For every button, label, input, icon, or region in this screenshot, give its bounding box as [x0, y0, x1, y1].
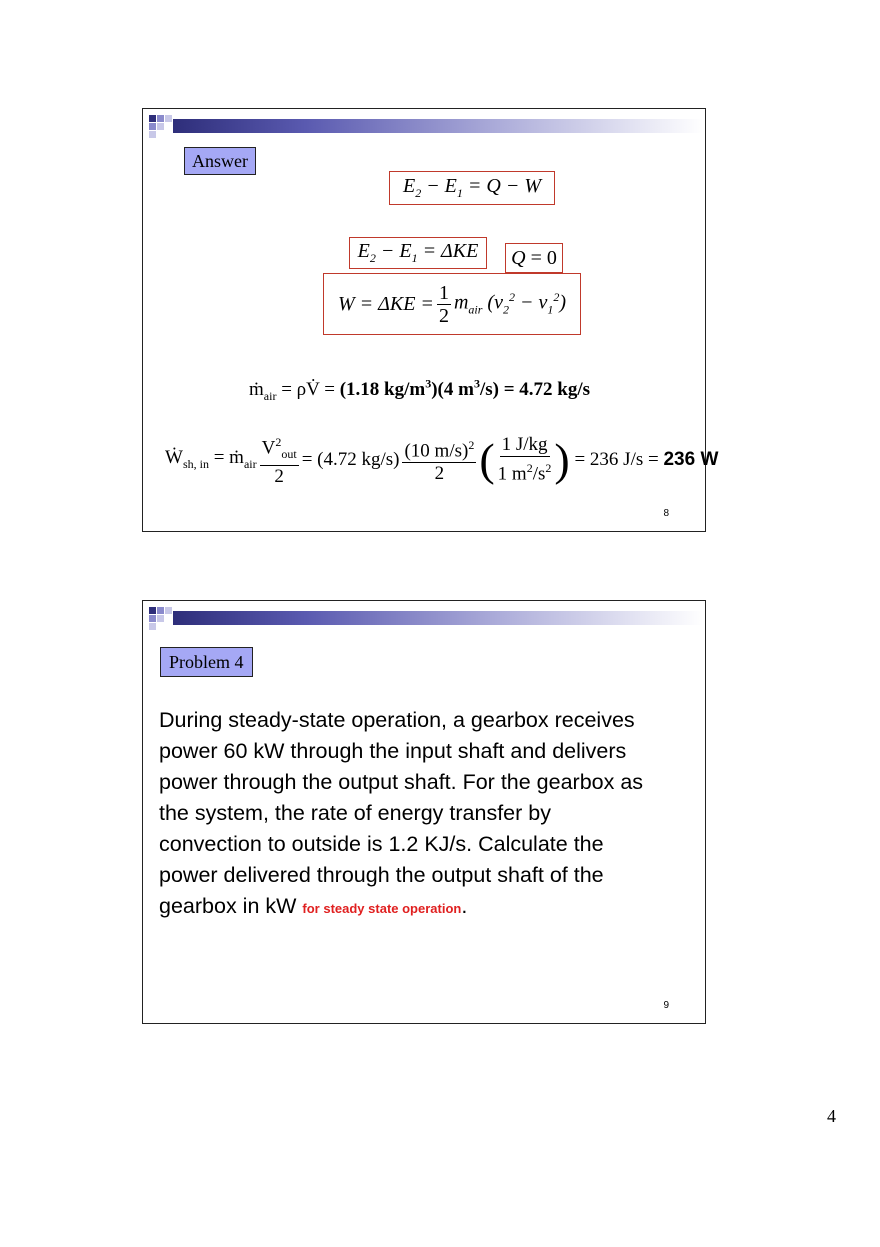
energy-change-equation: $E_2 - E_1 = \Delta KE$ [349, 237, 487, 269]
work-kinetic-energy-equation: W = ΔKE = $\frac{1}{2}$ $m_{air}$ $(v_2^2 - v_1^2)$ [323, 273, 581, 335]
slide-number: 9 [663, 1000, 669, 1011]
problem-statement [159, 705, 659, 924]
problem-period: . [461, 894, 468, 918]
slide-problem [142, 600, 706, 1024]
mass-flow-calculation: ṁ$_{air}$ = ρV̇ = (1.18 $kg/m^3)(4$ $m^3/s) = 4.72$ kg/s [249, 377, 591, 404]
slide-header-bar [173, 611, 703, 625]
slide-answer [142, 108, 719, 532]
shaft-power-calculation: Ẇ$_{sh, in}$ = ṁ$_{air}$ $\frac{V^2_{out}}{2}$ = (4.72 kg/s) $\frac{(10 m/s)^2}{2}$ ( $\frac{1 J/kg}{1 m^2/s^2}$ ) = 236 J/s = 236 W [165, 431, 718, 488]
answer-label: Answer [184, 147, 256, 175]
slide-header-bar [173, 119, 703, 133]
problem-text-body: During steady-state operation, a gearbox receives power 60 kW through the input shaft and delivers power through the output shaft. For the gearbox as the system, the rate of energy transfer by convection to outside is 1.2 KJ/s. Calculate the power delivered through the output shaft of the gearbox in kW [159, 708, 644, 918]
problem-label: Problem 4 [160, 647, 253, 677]
energy-balance-equation: $E_2 - E_1 = Q - W$ [389, 171, 555, 205]
page-number: 4 [827, 1106, 836, 1126]
slide-number: 8 [663, 508, 669, 519]
steady-state-note: for steady state operation [302, 901, 462, 916]
heat-zero-equation: Q = 0 [505, 243, 563, 273]
